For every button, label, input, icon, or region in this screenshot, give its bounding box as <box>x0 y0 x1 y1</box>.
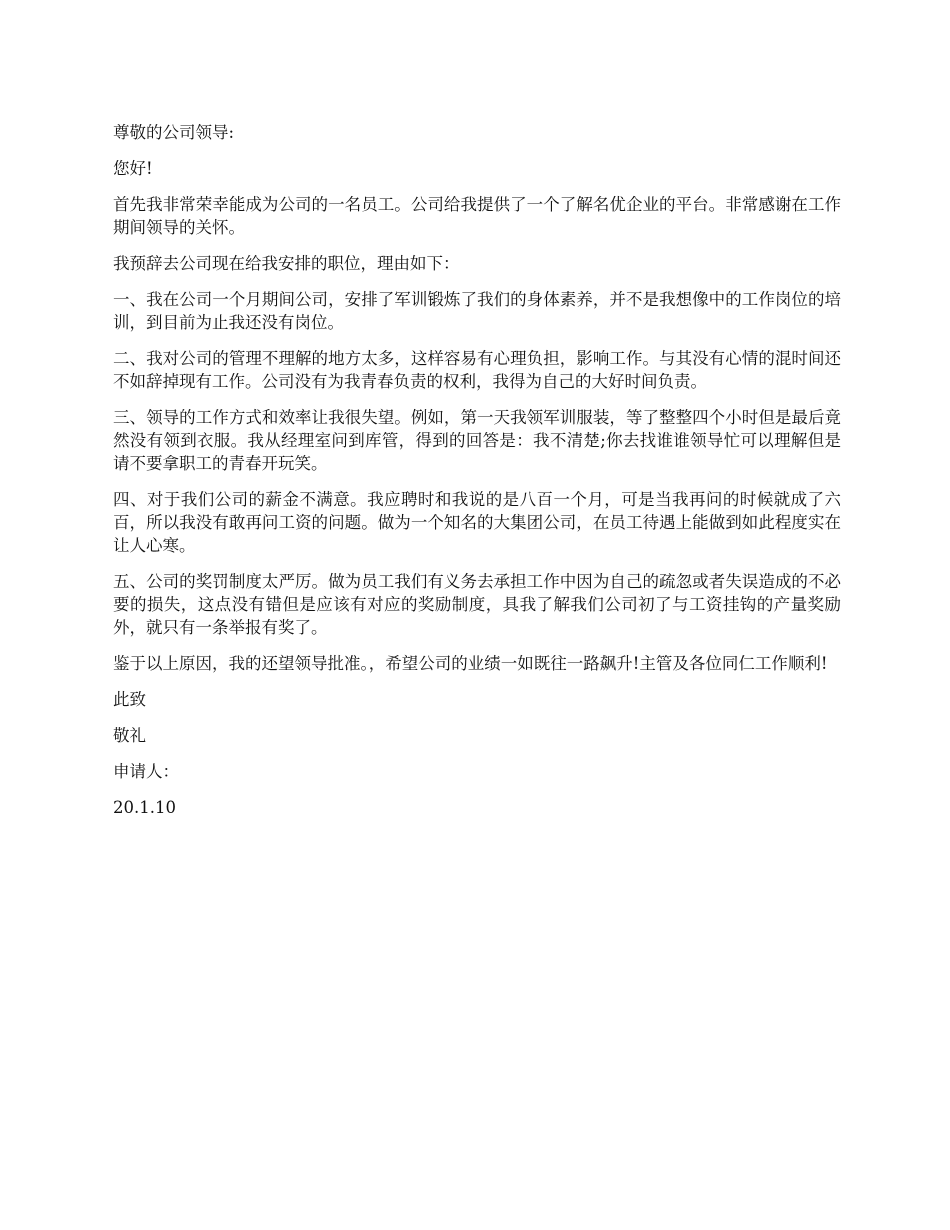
reason-paragraph-5: 五、公司的奖罚制度太严厉。做为员工我们有义务去承担工作中因为自己的疏忽或者失误造成的不必要的损失，这点没有错但是应该有对应的奖励制度，具我了解我们公司初了与工资挂钩的产量奖励外，就只有一条举报有奖了。 <box>113 572 841 637</box>
reason-lead-paragraph: 我预辞去公司现在给我安排的职位，理由如下： <box>113 254 460 273</box>
reason-paragraph-2: 二、我对公司的管理不理解的地方太多，这样容易有心理负担，影响工作。与其没有心情的混时间还不如辞掉现有工作。公司没有为我青春负责的权利，我得为自己的大好时间负责。 <box>113 349 841 391</box>
closing-line-1: 此致 <box>113 690 146 709</box>
salutation: 尊敬的公司领导: <box>113 123 235 142</box>
reason-paragraph-3: 三、领导的工作方式和效率让我很失望。例如，第一天我领军训服装，等了整整四个小时但是最后竟然没有领到衣服。我从经理室问到库管，得到的回答是：我不清楚;你去找谁谁领导忙可以理解但是请不要拿职工的青春开玩笑。 <box>113 408 841 473</box>
intro-paragraph: 首先我非常荣幸能成为公司的一名员工。公司给我提供了一个了解名优企业的平台。非常感谢在工作期间领导的关怀。 <box>113 195 841 237</box>
reason-paragraph-4: 四、对于我们公司的薪金不满意。我应聘时和我说的是八百一个月，可是当我再问的时候就成了六百，所以我没有敢再问工资的问题。做为一个知名的大集团公司，在员工待遇上能做到如此程度实在让人心寒。 <box>113 490 841 555</box>
resignation-letter <box>113 121 841 832</box>
conclusion-paragraph: 鉴于以上原因，我的还望领导批准。，希望公司的业绩一如既往一路飙升!主管及各位同仁工作顺利! <box>113 654 828 673</box>
reason-paragraph-1: 一、我在公司一个月期间公司，安排了军训锻炼了我们的身体素养，并不是我想像中的工作岗位的培训，到目前为止我还没有岗位。 <box>113 290 841 332</box>
greeting: 您好! <box>113 159 153 178</box>
closing-line-2: 敬礼 <box>113 726 146 745</box>
letter-date: 20.1.10 <box>113 798 176 817</box>
applicant-label: 申请人： <box>113 762 179 781</box>
